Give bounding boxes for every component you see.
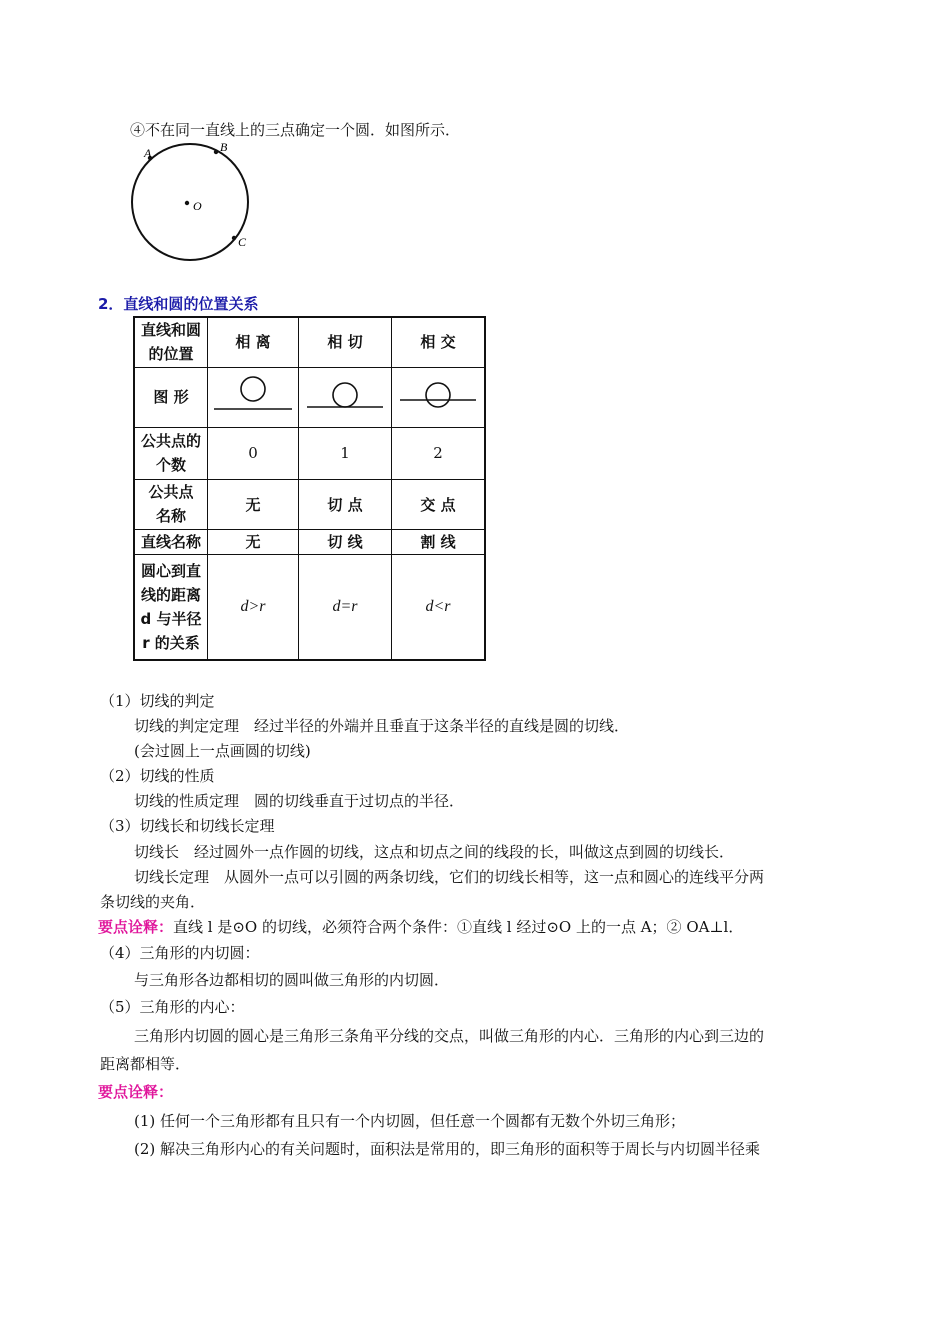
line-circle-position-table [133,316,486,661]
item-4-text: ④不在同一直线上的三点确定一个圆．如图所示． [130,121,461,139]
point-name-tangent: 切 点 [299,479,392,529]
point-b [214,150,218,154]
count-intersect: 2 [392,427,486,479]
shape-separate-cell [208,367,299,427]
sub-3-text-1: 切线长 经过圆外一点作圆的切线，这点和切点之间的线段的长，叫做这点到圆的切线长． [134,843,735,861]
shape-label: 图 形 [134,367,208,427]
sub-5-text-b: 距离都相等． [100,1055,191,1073]
table-row-header [134,317,485,367]
point-name-intersect: 交 点 [392,479,486,529]
header-label-cell: 直线和圆 的位置 [134,317,208,367]
distance-intersect: d<r [392,554,486,660]
count-label-cell: 公共点的 个数 [134,427,208,479]
label-b: B [220,140,228,154]
key-point-1-label: 要点诠释： [98,918,174,936]
distance-label-cell: 圆心到直 线的距离 d 与半径 r 的关系 [134,554,208,660]
key-point-2-label: 要点诠释： [98,1083,174,1101]
point-c [232,236,236,240]
header-separate: 相 离 [208,317,299,367]
sub-4-title: （4）三角形的内切圆： [100,944,260,962]
table-row-distance [134,554,485,660]
point-name-separate: 无 [208,479,299,529]
header-tangent: 相 切 [299,317,392,367]
sub-2-text: 切线的性质定理 圆的切线垂直于过切点的半径． [134,792,465,810]
line-name-intersect: 割 线 [392,529,486,554]
table-row-point-name [134,479,485,529]
key-point-1 [98,917,743,937]
shape-intersect-cell [392,367,486,427]
line-name-separate: 无 [208,529,299,554]
header-intersect: 相 交 [392,317,486,367]
key-point-1-text: 直线 l 是⊙O 的切线，必须符合两个条件：①直线 l 经过⊙O 上的一点 A；② OA⊥l． [173,918,744,936]
separate-diagram [208,375,298,415]
tangent-diagram [299,375,391,415]
label-o: O [193,199,202,213]
line-name-tangent: 切 线 [299,529,392,554]
key-point-2-item-1: (1) 任何一个三角形都有且只有一个内切圆，但任意一个圆都有无数个外切三角形； [134,1112,686,1130]
distance-tangent: d=r [299,554,392,660]
section-2-title: 2．直线和圆的位置关系 [98,295,259,313]
circle-outline [132,144,248,260]
intersect-diagram [392,375,484,415]
sub-5-text-a: 三角形内切圆的圆心是三角形三条角平分线的交点，叫做三角形的内心．三角形的内心到三边的 [134,1027,765,1045]
sub-5-title: （5）三角形的内心： [100,998,245,1016]
table-row-count [134,427,485,479]
key-point-2-item-2: (2) 解决三角形内心的有关问题时，面积法是常用的，即三角形的面积等于周长与内切圆半径乘 [134,1140,761,1158]
center-point [185,201,189,205]
sub-1-text: 切线的判定定理 经过半径的外端并且垂直于这条半径的直线是圆的切线． [134,717,630,735]
sub-2-title: （2）切线的性质 [100,767,215,785]
sub-3-text-2a: 切线长定理 从圆外一点可以引圆的两条切线，它们的切线长相等，这一点和圆心的连线平分两 [134,868,765,886]
line-name-label: 直线名称 [134,529,208,554]
count-separate: 0 [208,427,299,479]
label-a: A [144,146,152,160]
point-name-label-cell: 公共点 名称 [134,479,208,529]
count-tangent: 1 [299,427,392,479]
sub-4-text: 与三角形各边都相切的圆叫做三角形的内切圆． [134,971,450,989]
table-row-shape [134,367,485,427]
table-row-line-name [134,529,485,554]
label-c: C [238,235,247,249]
shape-tangent-cell [299,367,392,427]
circle-three-points-figure [128,140,258,265]
sub-3-title: （3）切线长和切线长定理 [100,817,275,835]
sub-3-text-2b: 条切线的夹角． [100,893,206,911]
sub-1-note: (会过圆上一点画圆的切线) [134,742,311,760]
distance-separate: d>r [208,554,299,660]
sub-1-title: （1）切线的判定 [100,692,215,710]
